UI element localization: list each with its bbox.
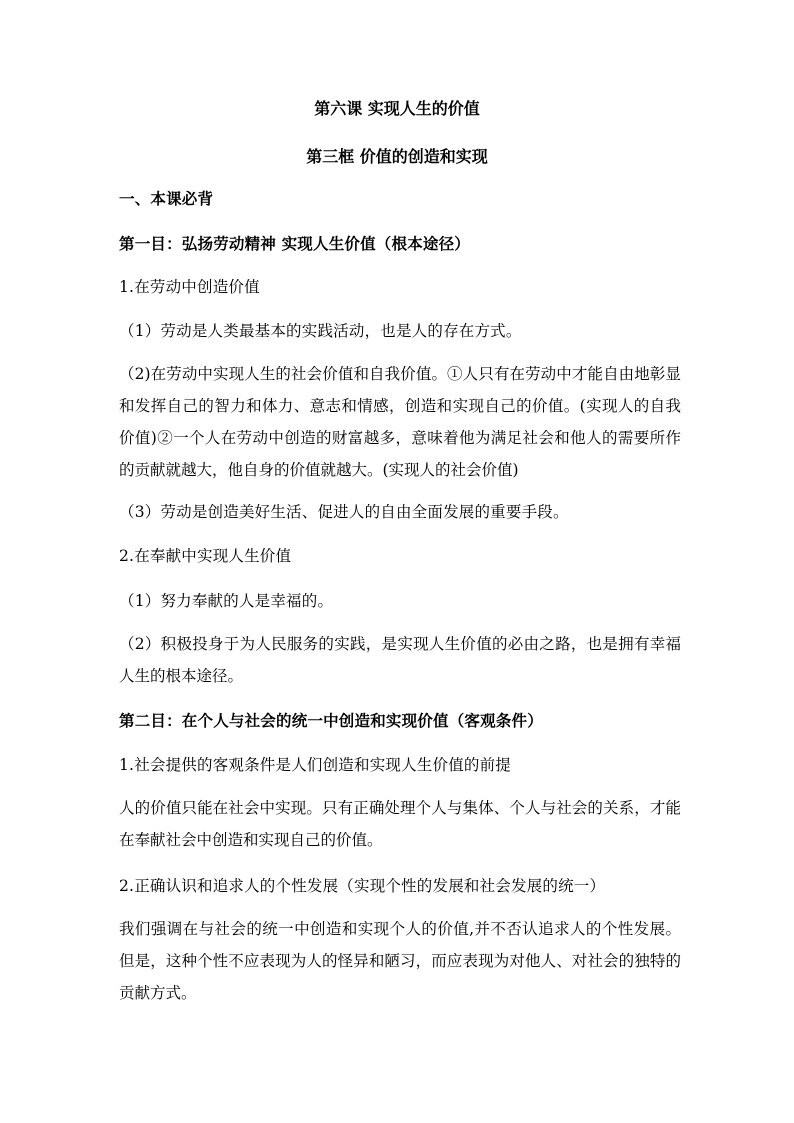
item1-paragraph-4: （1）努力奉献的人是幸福的。: [119, 592, 334, 610]
lesson-title: 第六课 实现人生的价值: [314, 99, 480, 118]
item2-paragraph-2: 我们强调在与社会的统一中创造和实现个人的价值,并不否认追求人的个性发展。但是，这种个性不应表现为人的怪异和陋习，而应表现为对他人、对社会的独特的贡献方式。: [119, 920, 681, 1002]
item2-paragraph-1: 人的价值只能在社会中实现。只有正确处理个人与集体、个人与社会的关系，才能在奉献社会中创造和实现自己的价值。: [119, 799, 681, 849]
item1-paragraph-5: （2）积极投身于为人民服务的实践，是实现人生价值的必由之路，也是拥有幸福人生的根本途径。: [119, 635, 681, 685]
item2-heading: 第二目：在个人与社会的统一中创造和实现价值（客观条件）: [119, 711, 543, 730]
section-heading: 一、本课必背: [119, 189, 214, 208]
item1-paragraph-3: （3）劳动是创造美好生活、促进人的自由全面发展的重要手段。: [119, 503, 569, 521]
item1-subheading-2: 2.在奉献中实现人生价值: [119, 547, 292, 565]
item1-subheading-1: 1.在劳动中创造价值: [119, 278, 260, 296]
item2-subheading-1: 1.社会提供的客观条件是人们创造和实现人生价值的前提: [119, 756, 511, 774]
item1-heading: 第一目：弘扬劳动精神 实现人生价值（根本途径）: [119, 234, 470, 253]
section-title: 第三框 价值的创造和实现: [306, 147, 488, 166]
item1-paragraph-2: （2)在劳动中实现人生的社会价值和自我价值。①人只有在劳动中才能自由地彰显和发挥自己的智力和体力、意志和情感，创造和实现自己的价值。(实现人的自我价值)②一个人在劳动中创造的财富越多，意味着他为满足社会和他人的需要所作的贡献就越大，他自身的价值就越大。(实现人的社会价值): [119, 365, 681, 479]
item2-subheading-2: 2.正确认识和追求人的个性发展（实现个性的发展和社会发展的统一）: [119, 877, 606, 895]
item1-paragraph-1: （1）劳动是人类最基本的实践活动，也是人的存在方式。: [119, 322, 522, 340]
